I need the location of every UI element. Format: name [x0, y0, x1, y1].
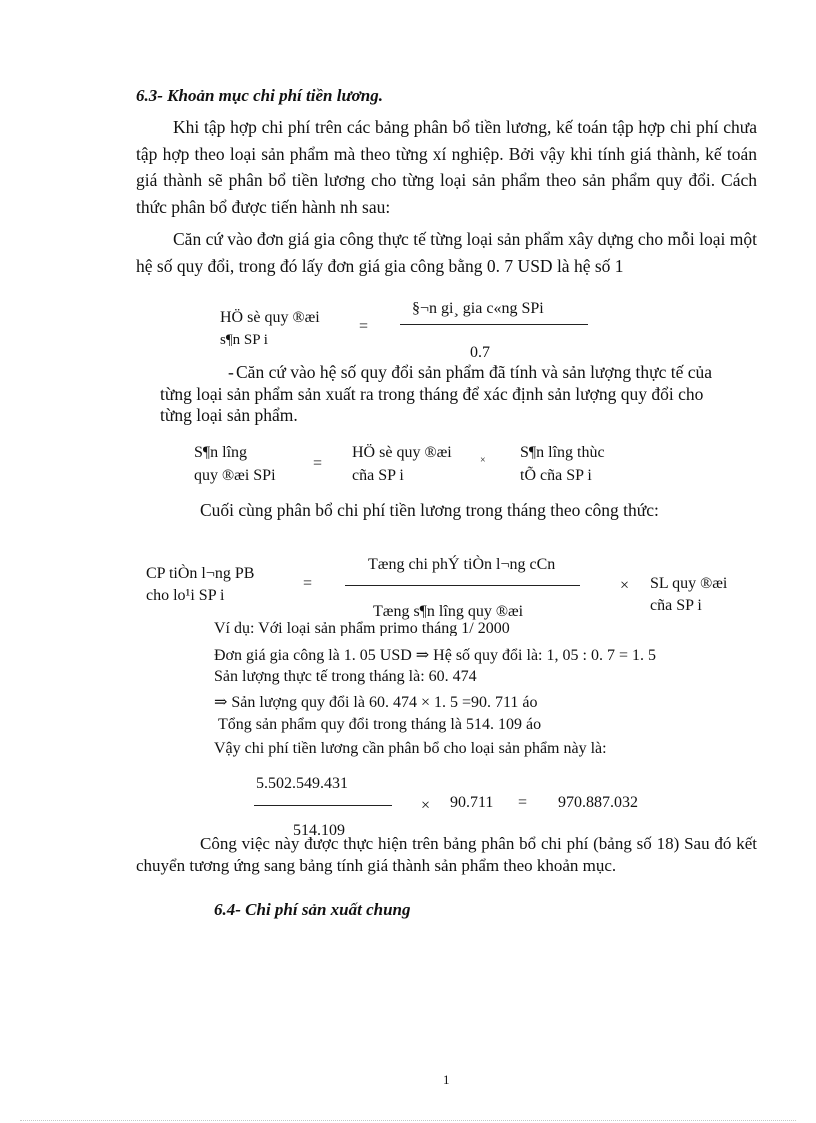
formula2-b-line2: cña SP i: [352, 467, 404, 484]
bullet-dash: -: [228, 362, 234, 382]
formula2-a-line2: quy ®æi SPi: [194, 467, 276, 484]
formula1-denominator: 0.7: [470, 344, 490, 361]
formula1-lhs-line1: HÖ sè quy ®æi: [220, 309, 320, 326]
formula1-lhs-line2: s¶n SP i: [220, 332, 268, 348]
calc-denominator: 514.109: [293, 822, 345, 839]
formula3-rhs-line1: SL quy ®æi: [650, 575, 728, 592]
bullet-line-3: từng loại sản phẩm.: [160, 405, 298, 425]
example-line-1: Ví dụ: Với loại sản phẩm primo tháng 1/ 2000: [214, 621, 510, 636]
formula2-equals: =: [313, 455, 323, 472]
example-line-2: Đơn giá gia công là 1. 05 USD ⇒ Hệ số quy đổi là: 1, 05 : 0. 7 = 1. 5: [214, 647, 656, 664]
formula3-times: ×: [620, 577, 630, 594]
section-heading-6-3: 6.3- Khoản mục chi phí tiền lương.: [136, 86, 383, 105]
formula3-equals: =: [303, 575, 313, 592]
page-number: 1: [443, 1072, 450, 1087]
calc-result: 970.887.032: [558, 794, 638, 811]
formula3-lhs-line1: CP tiÒn l¬ng PB: [146, 565, 255, 582]
formula3-denominator: Tæng s¶n lîng quy ®æi: [373, 603, 524, 620]
formula2-c-line2: tÕ cña SP i: [520, 467, 592, 484]
calc-equals: =: [518, 794, 528, 811]
section-heading-6-4: 6.4- Chi phí sản xuất chung: [214, 900, 411, 919]
page-bottom-border: [20, 1120, 796, 1121]
formula3-lhs-line2: cho lo¹i SP i: [146, 587, 225, 604]
formula1-numerator: §¬n gi¸ gia c«ng SPi: [412, 300, 544, 317]
bullet-line-1: Căn cứ vào hệ số quy đổi sản phẩm đã tính và sản lượng thực tế của: [236, 362, 713, 382]
calc-fraction-bar: [254, 805, 392, 806]
example-line-5: Tổng sản phẩm quy đổi trong tháng là 514. 109 áo: [218, 716, 542, 733]
paragraph-1: Khi tập hợp chi phí trên các bảng phân bổ tiền lương, kế toán tập hợp chi phí chưa tập hợp theo loại sản phẩm mà theo từng xí nghiệp. Bởi vậy khi tính giá thành, kế toán giá thành sẽ phân bổ tiền lương cho từng loại sản phẩm theo sản phẩm quy đổi. Cách thức phân bổ được tiến hành nh sau:: [136, 117, 757, 217]
formula2-b-line1: HÖ sè quy ®æi: [352, 444, 452, 461]
formula3-numerator: Tæng chi phÝ tiÒn l¬ng cCn: [368, 556, 556, 573]
paragraph-2: Căn cứ vào đơn giá gia công thực tế từng loại sản phẩm xây dựng cho mỗi loại một hệ số quy đổi, trong đó lấy đơn giá gia công bằng 0. 7 USD là hệ số 1: [136, 229, 757, 276]
formula3-fraction-bar: [345, 585, 580, 586]
formula1-fraction-bar: [400, 324, 588, 325]
calc-factor: 90.711: [450, 794, 494, 811]
example-line-4: ⇒ Sản lượng quy đổi là 60. 474 × 1. 5 =90. 711 áo: [214, 694, 538, 711]
formula3-rhs-line2: cña SP i: [650, 597, 702, 614]
calc-times: ×: [421, 797, 431, 814]
formula2-times: ×: [480, 455, 486, 466]
calc-numerator: 5.502.549.431: [256, 775, 348, 792]
formula3-intro: Cuối cùng phân bổ chi phí tiền lương trong tháng theo công thức:: [200, 500, 659, 520]
example-line-3: Sản lượng thực tế trong tháng là: 60. 474: [214, 668, 477, 685]
example-line-6: Vậy chi phí tiền lương cần phân bổ cho loại sản phẩm này là:: [214, 740, 607, 757]
formula2-c-line1: S¶n lîng thùc: [520, 444, 605, 461]
formula2-a-line1: S¶n lîng: [194, 444, 248, 461]
formula1-equals: =: [359, 318, 369, 335]
closing-paragraph: Công việc này được thực hiện trên bảng phân bổ chi phí (bảng số 18) Sau đó kết chuyển tương ứng sang bảng tính giá thành sản phẩm theo khoản mục.: [136, 834, 757, 875]
bullet-line-2: từng loại sản phẩm sản xuất ra trong tháng để xác định sản lượng quy đổi cho: [160, 384, 704, 404]
